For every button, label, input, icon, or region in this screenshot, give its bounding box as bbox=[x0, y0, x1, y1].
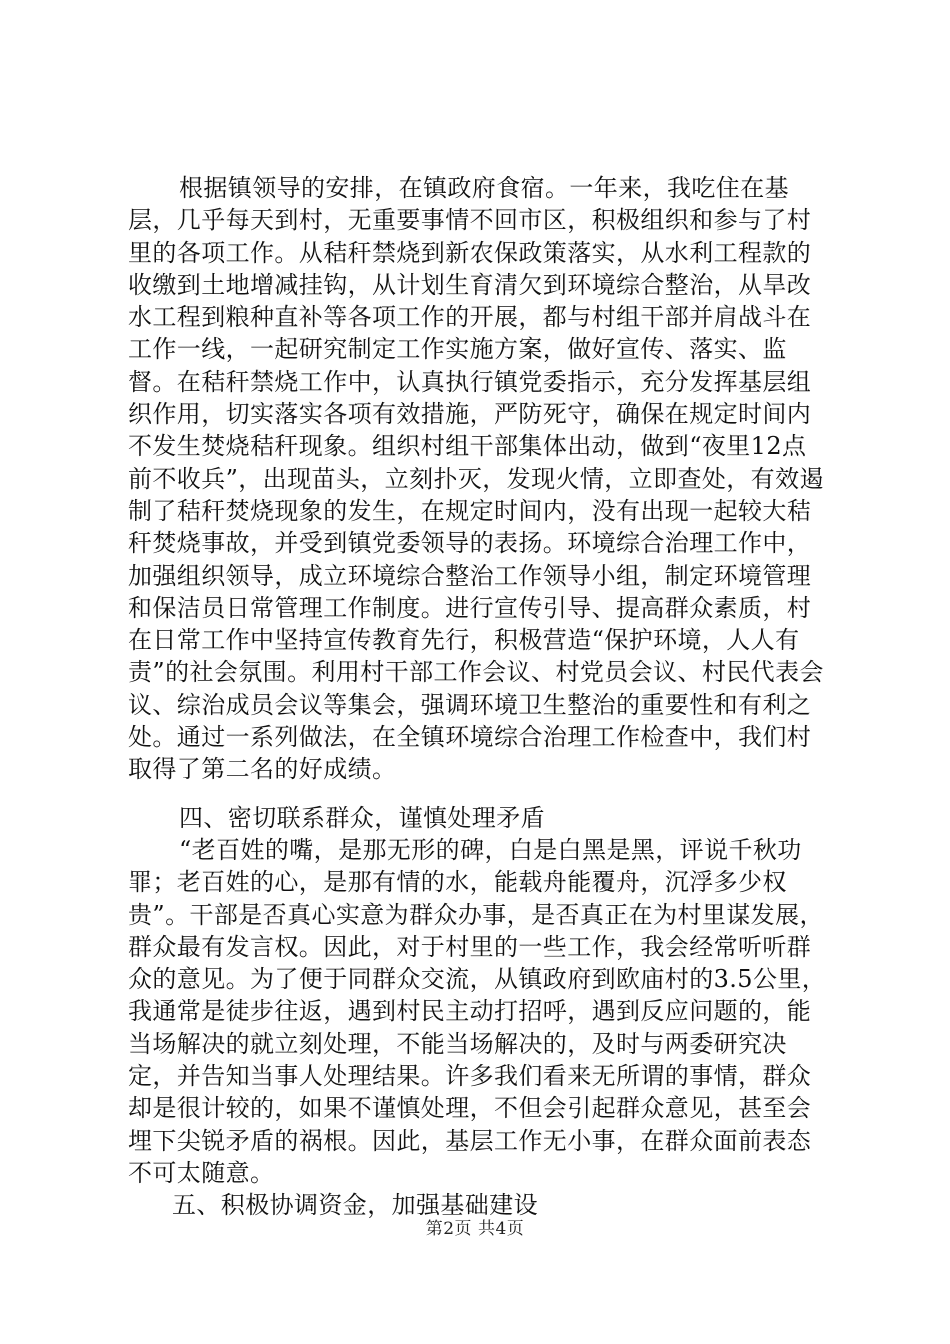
document-body bbox=[128, 172, 828, 1222]
section-heading-5: 五、积极协调资金，加强基础建设 bbox=[172, 1191, 538, 1220]
section-heading-4: 四、密切联系群众，谨慎处理矛盾 bbox=[179, 803, 545, 832]
paragraph-contact-masses: “老百姓的嘴，是那无形的碑，白是白黑是黑，评说千秋功罪；老百姓的心，是那有情的水，能载舟能覆舟，沉浮多少权贵”。干部是否真心实意为群众办事，是否真正在为村里谋发展，群众最有发言权。因此，对于村里的一些工作，我会经常听听群众的意见。为了便于同群众交流，从镇政府到欧庙村的3.5公里，我通常是徒步往返，遇到村民主动打招呼，遇到反应问题的，能当场解决的就立刻处理，不能当场解决的，及时与两委研究决定，并告知当事人处理结果。许多我们看来无所谓的事情，群众却是很计较的，如果不谨慎处理，不但会引起群众意见，甚至会埋下尖锐矛盾的祸根。因此，基层工作无小事，在群众面前表态不可太随意。 bbox=[128, 835, 827, 1187]
page-number-footer: 第2页 共4页 bbox=[425, 1219, 525, 1239]
paragraph-work-summary: 根据镇领导的安排，在镇政府食宿。一年来，我吃住在基层，几乎每天到村，无重要事情不回市区，积极组织和参与了村里的各项工作。从秸秆禁烧到新农保政策落实，从水利工程款的收缴到土地增减挂钩，从计划生育清欠到环境综合整治，从旱改水工程到粮种直补等各项工作的开展，都与村组干部并肩战斗在工作一线，一起研究制定工作实施方案，做好宣传、落实、监督。在秸秆禁烧工作中，认真执行镇党委指示，充分发挥基层组织作用，切实落实各项有效措施，严防死守，确保在规定时间内不发生焚烧秸秆现象。组织村组干部集体出动，做到“夜里12点前不收兵”，出现苗头，立刻扑灭，发现火情，立即查处，有效遏制了秸秆焚烧现象的发生，在规定时间内，没有出现一起较大秸秆焚烧事故，并受到镇党委领导的表扬。环境综合治理工作中，加强组织领导，成立环境综合整治工作领导小组，制定环境管理和保洁员日常管理工作制度。进行宣传引导、提高群众素质，村在日常工作中坚持宣传教育先行，积极营造“保护环境，人人有责”的社会氛围。利用村干部工作会议、村党员会议、村民代表会议、综治成员会议等集会，强调环境卫生整治的重要性和有利之处。通过一系列做法，在全镇环境综合治理工作检查中，我们村取得了第二名的好成绩。 bbox=[128, 174, 824, 784]
